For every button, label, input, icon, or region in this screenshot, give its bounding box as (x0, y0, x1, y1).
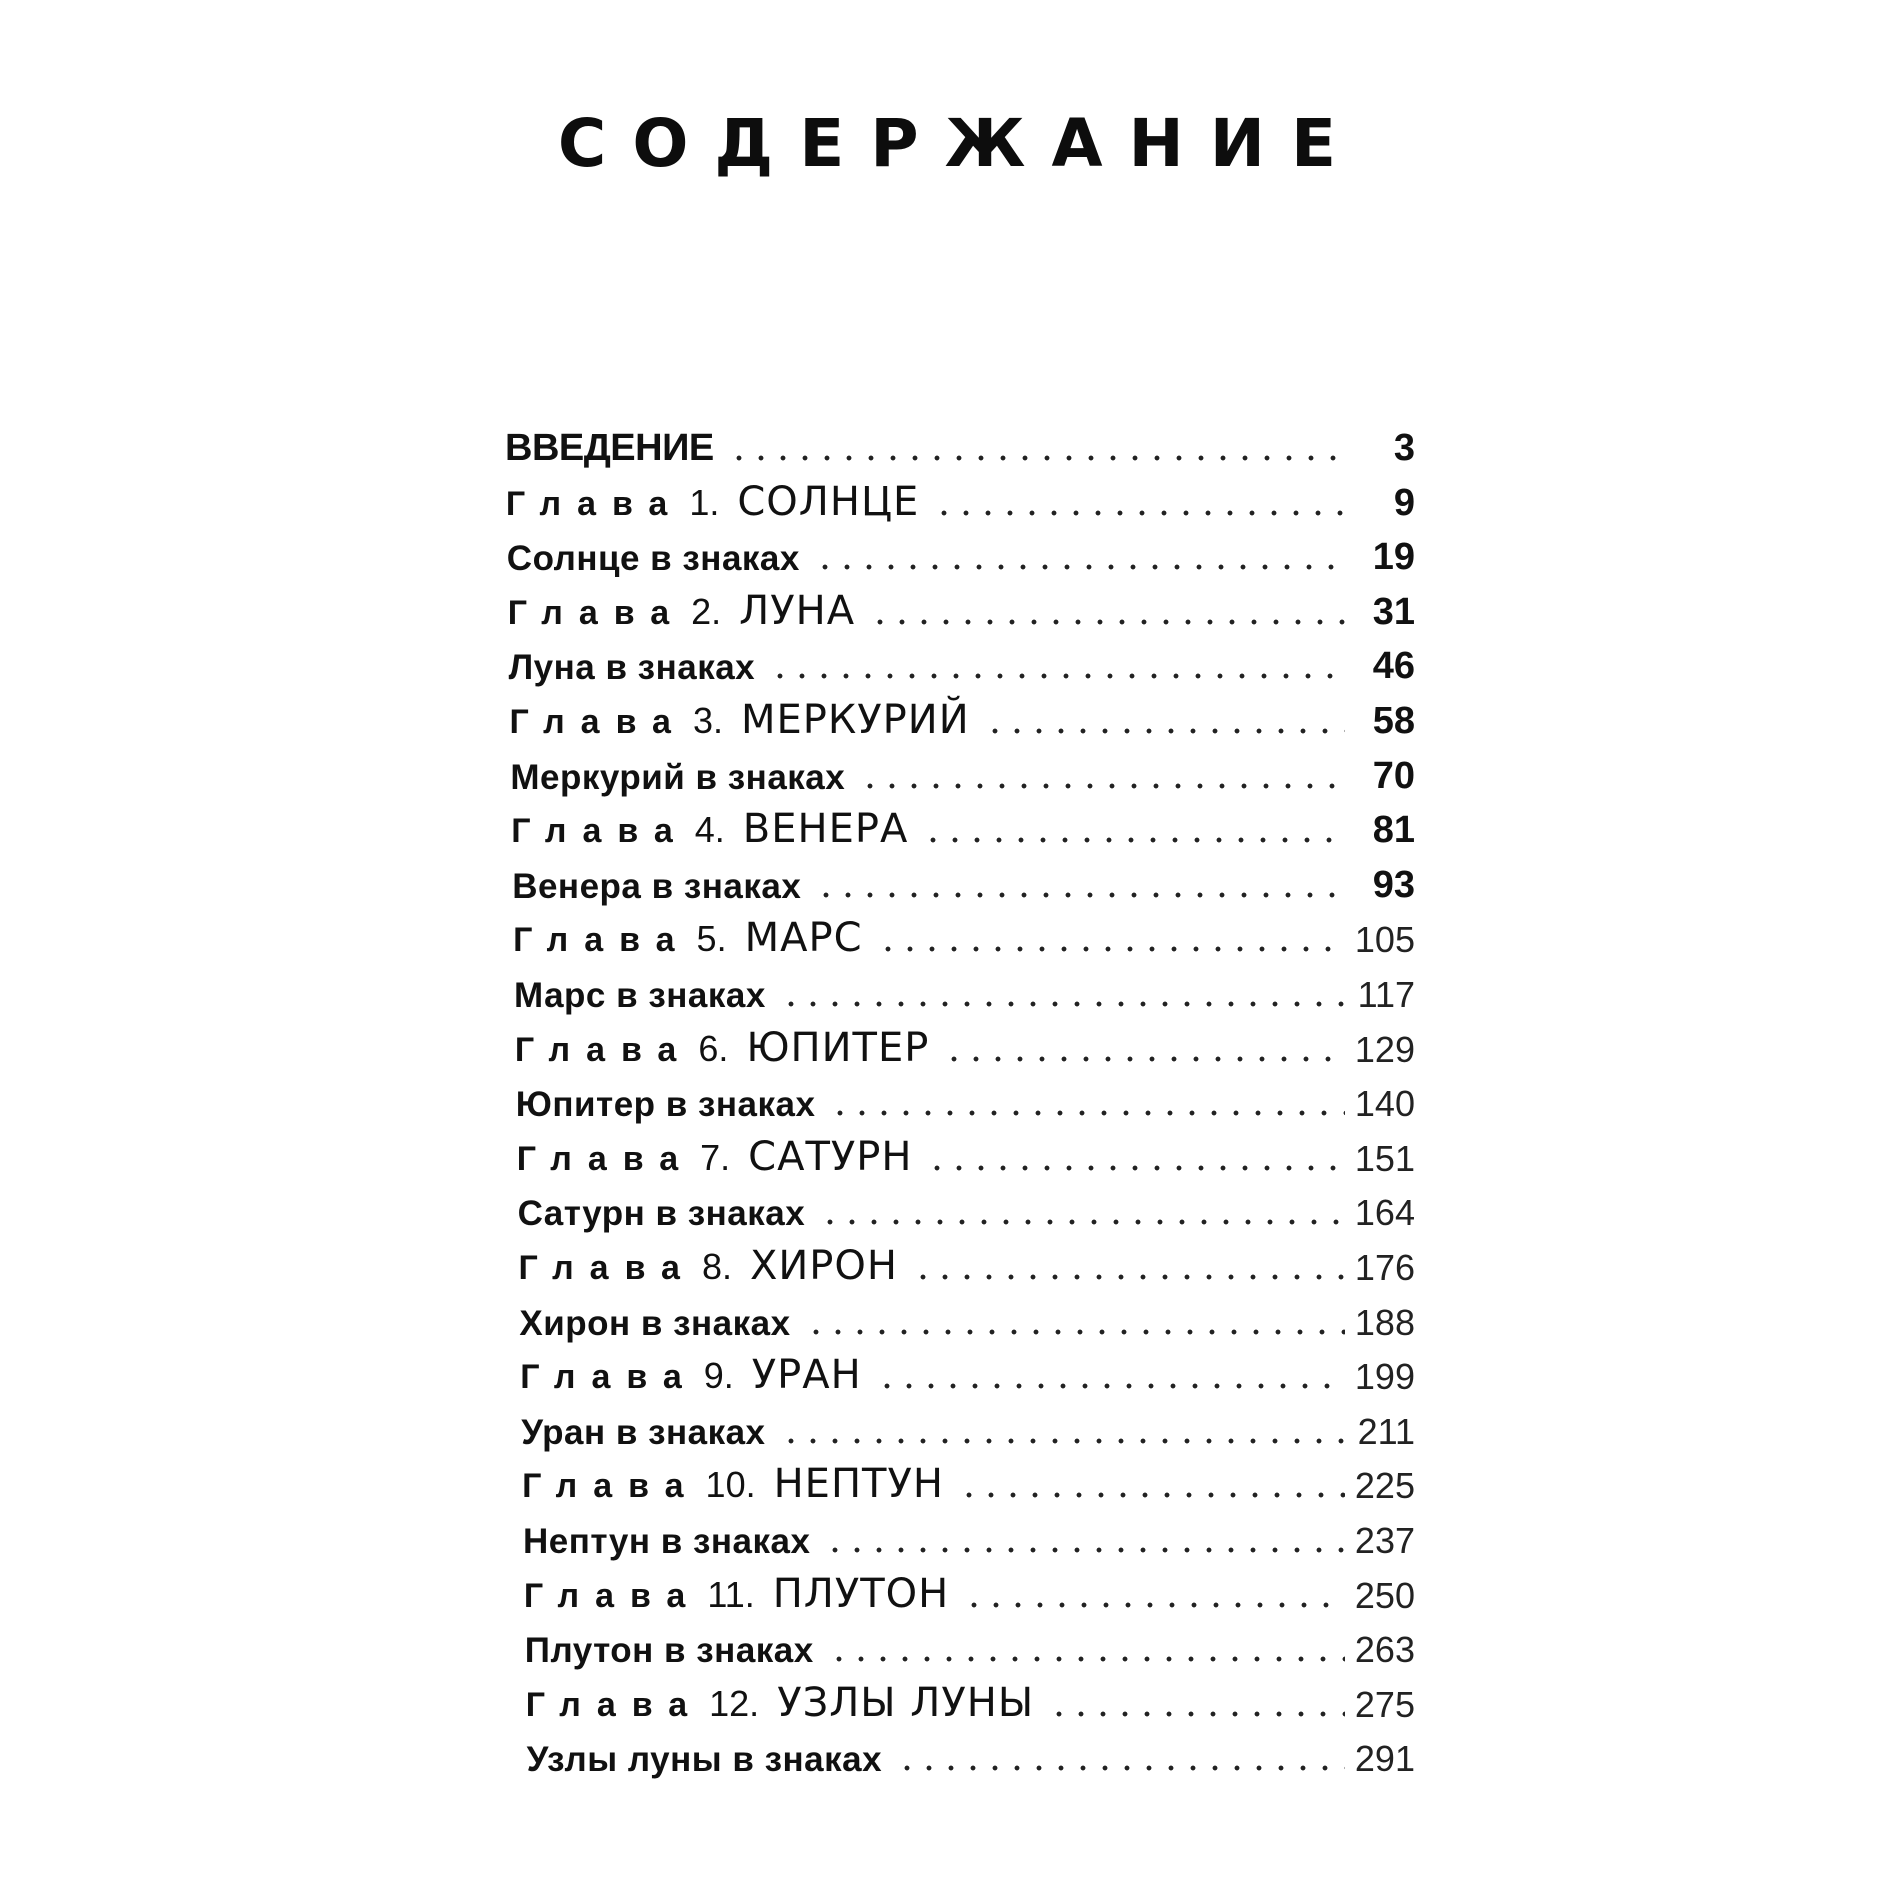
chapter-word: Глава (505, 484, 684, 523)
chapter-label (513, 915, 862, 961)
chapter-number: 9. (703, 1355, 734, 1397)
chapter-label (511, 806, 908, 852)
toc-entry[interactable] (516, 1073, 1415, 1125)
chapter-label (506, 479, 919, 525)
toc-entry[interactable] (511, 800, 1415, 852)
chapter-number: 3. (692, 700, 723, 741)
toc-entry[interactable] (510, 746, 1415, 798)
toc-entry[interactable] (512, 855, 1415, 907)
dot-leader (926, 1164, 1344, 1172)
dot-leader (877, 945, 1345, 953)
dot-leader (769, 672, 1345, 680)
section-label: Солнце в знаках (506, 539, 800, 579)
dot-leader (912, 1273, 1345, 1281)
section-label: Нептун в знаках (523, 1522, 811, 1561)
toc-entry[interactable] (519, 1292, 1415, 1344)
chapter-title: УЗЛЫ ЛУНЫ (777, 1679, 1035, 1726)
toc-entry[interactable] (509, 636, 1415, 688)
page-number: 46 (1372, 645, 1415, 688)
section-label: Марс в знаках (514, 976, 766, 1015)
section-label: Венера в знаках (512, 866, 802, 906)
dot-leader (805, 1328, 1345, 1336)
page-number: 105 (1354, 919, 1415, 961)
toc-entry[interactable] (525, 1619, 1415, 1671)
chapter-number: 6. (698, 1027, 729, 1069)
chapter-word: Глава (513, 921, 691, 960)
page-number: 250 (1354, 1574, 1415, 1616)
toc-entry[interactable] (526, 1674, 1415, 1726)
dot-leader (958, 1491, 1345, 1499)
chapter-word: Глава (518, 1249, 696, 1287)
chapter-label (508, 588, 855, 634)
page-number: 93 (1372, 863, 1415, 906)
dot-leader (869, 618, 1345, 626)
chapter-number: 1. (689, 481, 720, 523)
page-number: 31 (1372, 590, 1415, 633)
dot-leader (780, 1000, 1345, 1008)
toc-entry[interactable] (505, 418, 1415, 470)
section-label: Хирон в знаках (519, 1303, 791, 1343)
chapter-title: МАРС (744, 915, 863, 962)
page-number: 263 (1354, 1629, 1415, 1671)
chapter-word: Глава (509, 703, 687, 741)
dot-leader (819, 1218, 1345, 1226)
section-label: Луна в знаках (508, 648, 756, 688)
page-number: 291 (1354, 1738, 1415, 1780)
chapter-title: ВЕНЕРА (742, 806, 909, 853)
dot-leader (984, 727, 1345, 735)
chapter-word: Глава (522, 1467, 700, 1506)
toc-entry[interactable] (514, 964, 1415, 1016)
dot-leader (933, 509, 1345, 517)
toc-entry[interactable] (522, 1455, 1415, 1507)
toc-entry[interactable] (506, 473, 1415, 525)
chapter-number: 11. (707, 1573, 755, 1615)
section-label: Уран в знаках (521, 1412, 766, 1452)
chapter-title: СОЛНЦЕ (737, 478, 920, 525)
page-number: 140 (1354, 1083, 1415, 1125)
page-number: 164 (1354, 1192, 1415, 1234)
chapter-title: ЛУНА (739, 587, 856, 634)
dot-leader (824, 1546, 1345, 1554)
intro-label: ВВЕДЕНИЕ (505, 427, 714, 469)
page-number: 151 (1354, 1137, 1415, 1179)
section-label: Сатурн в знаках (517, 1194, 806, 1234)
page-number: 19 (1372, 536, 1415, 579)
chapter-label (520, 1352, 861, 1398)
toc-entry[interactable] (513, 909, 1415, 961)
toc-entry[interactable] (507, 527, 1415, 579)
page-number: 211 (1357, 1410, 1415, 1452)
page-number: 225 (1354, 1465, 1415, 1507)
section-label: Меркурий в знаках (510, 757, 846, 797)
chapter-number: 7. (700, 1136, 731, 1178)
toc-entry[interactable] (518, 1182, 1415, 1234)
chapter-word: Глава (520, 1358, 698, 1397)
chapter-number: 5. (696, 918, 727, 960)
chapter-label (522, 1461, 944, 1507)
toc-entry[interactable] (517, 1128, 1415, 1180)
chapter-number: 8. (701, 1246, 732, 1287)
chapter-title: САТУРН (748, 1133, 913, 1180)
dot-leader (828, 1655, 1345, 1663)
chapter-label (510, 697, 970, 743)
page-number: 9 (1393, 481, 1415, 524)
dot-leader (814, 563, 1345, 571)
toc-entry[interactable] (508, 582, 1415, 634)
section-label: Юпитер в знаках (515, 1085, 816, 1125)
page-number: 129 (1354, 1028, 1415, 1070)
chapter-number: 12. (709, 1682, 760, 1724)
chapter-label (526, 1680, 1034, 1726)
chapter-word: Глава (525, 1685, 704, 1724)
toc-entry[interactable] (521, 1401, 1415, 1453)
chapter-label (519, 1243, 899, 1289)
dot-leader (1048, 1710, 1345, 1718)
page-number: 188 (1354, 1301, 1415, 1343)
chapter-number: 4. (694, 809, 725, 851)
page-number: 237 (1354, 1520, 1415, 1561)
toc-entry[interactable] (524, 1565, 1415, 1617)
page-number: 3 (1393, 427, 1415, 469)
chapter-number: 10. (705, 1464, 756, 1506)
chapter-label (515, 1025, 930, 1071)
dot-leader (943, 1055, 1345, 1063)
chapter-number: 2. (691, 590, 722, 632)
page-number: 70 (1372, 754, 1415, 797)
chapter-label (517, 1134, 913, 1180)
page-number: 275 (1354, 1683, 1415, 1725)
chapter-title: ХИРОН (749, 1243, 898, 1289)
toc-entry[interactable] (523, 1510, 1415, 1562)
chapter-title: МЕРКУРИЙ (740, 697, 970, 743)
page-number: 199 (1354, 1356, 1415, 1398)
chapter-word: Глава (507, 593, 686, 632)
page-title: СОДЕРЖАНИЕ (557, 105, 1363, 182)
toc-entry[interactable] (519, 1237, 1416, 1289)
dot-leader (829, 1109, 1344, 1117)
dot-leader (815, 891, 1345, 899)
dot-leader (859, 782, 1345, 790)
toc-entry[interactable] (510, 691, 1416, 743)
toc-entry[interactable] (515, 1019, 1415, 1071)
chapter-word: Глава (511, 812, 689, 851)
chapter-title: ПЛУТОН (772, 1570, 950, 1617)
dot-leader (728, 454, 1345, 462)
page-number: 81 (1372, 809, 1415, 852)
chapter-title: УРАН (751, 1352, 862, 1399)
dot-leader (896, 1764, 1345, 1772)
chapter-word: Глава (523, 1576, 702, 1615)
page-number: 58 (1372, 700, 1415, 742)
section-label: Узлы луны в знаках (526, 1740, 883, 1780)
chapter-title: ЮПИТЕР (746, 1024, 930, 1071)
page-number: 117 (1357, 974, 1415, 1015)
chapter-label (524, 1571, 949, 1617)
section-label: Плутон в знаках (524, 1631, 814, 1671)
page-number: 176 (1354, 1247, 1415, 1288)
toc-entry[interactable] (527, 1728, 1415, 1780)
dot-leader (876, 1382, 1345, 1390)
dot-leader (922, 836, 1345, 844)
chapter-word: Глава (516, 1139, 695, 1178)
chapter-word: Глава (514, 1030, 693, 1069)
chapter-title: НЕПТУН (773, 1461, 944, 1508)
dot-leader (780, 1437, 1345, 1445)
dot-leader (963, 1601, 1345, 1609)
toc-entry[interactable] (520, 1346, 1415, 1398)
